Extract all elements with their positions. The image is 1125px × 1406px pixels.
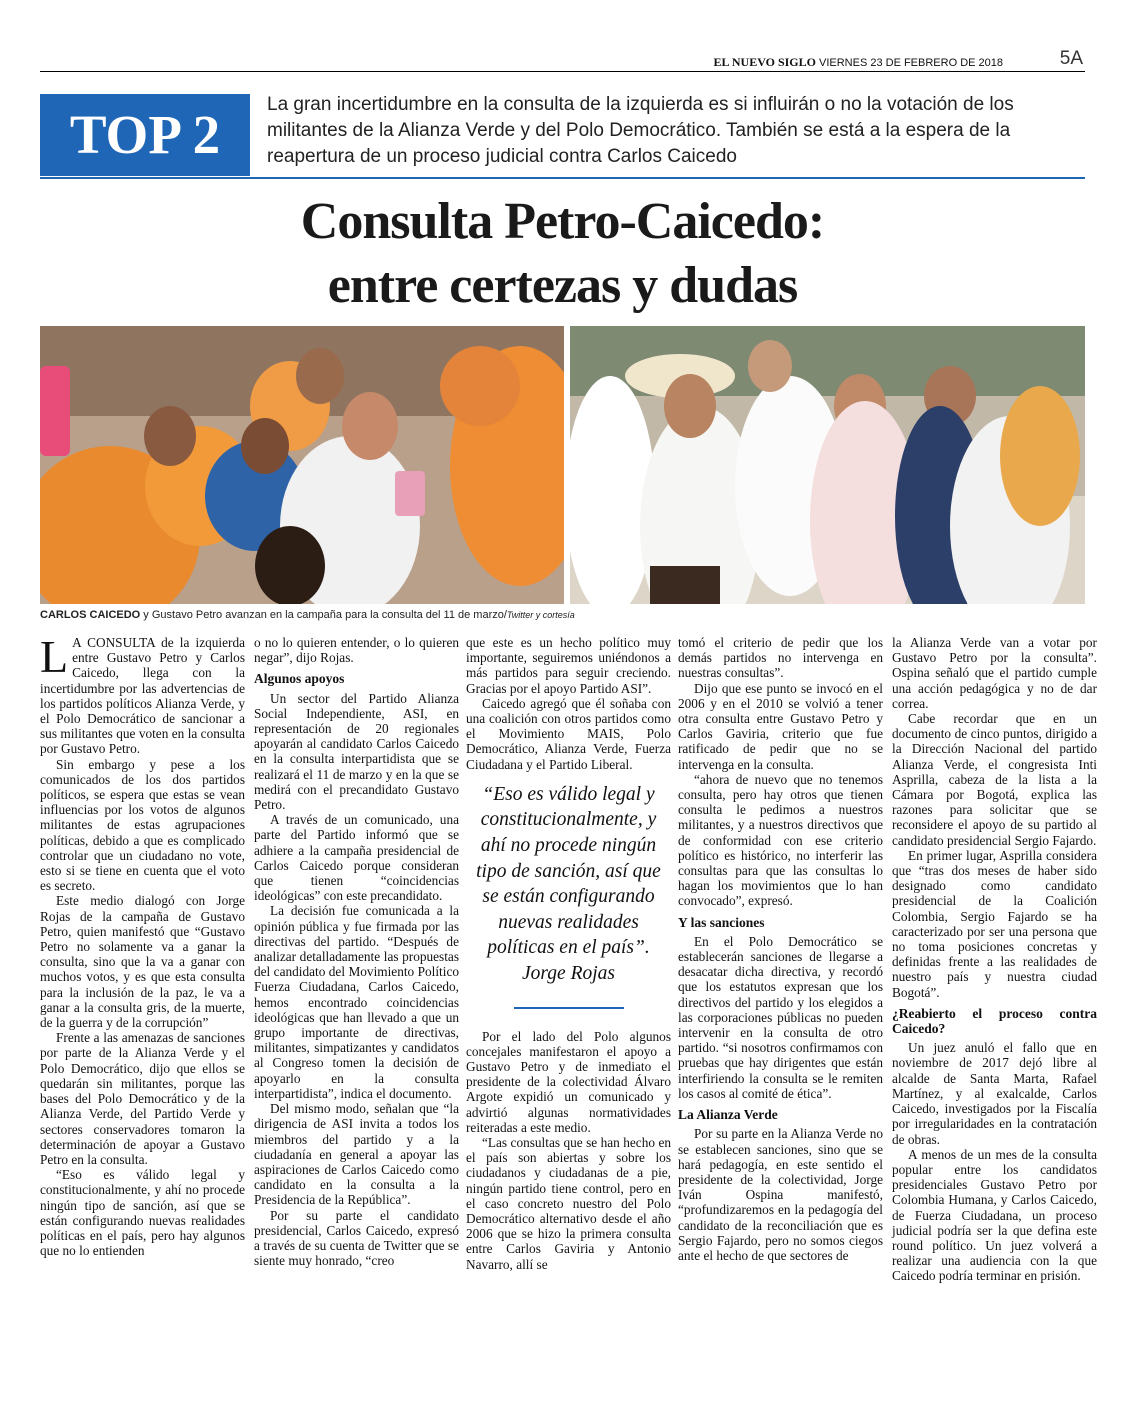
article-column-3	[466, 635, 671, 1272]
kicker-text: La gran incertidumbre en la consulta de la izquierda es si influirán o no la votación de los militantes de la Alianza Verde y del Polo Democrático. También se está a la espera de la reapertura de un proceso judicial contra Carlos Caicedo	[267, 94, 1014, 167]
paragraph: Un sector del Partido Alianza Social Independiente, ASI, en representación de 20 regionales apoyarán al candidato Carlos Caicedo en la consulta interpartidista que se realizará el 11 de marzo y en la que se medirá con el precandidato Gustavo Petro.	[254, 690, 459, 813]
paragraph: Frente a las amenazas de sanciones por parte de la Alianza Verde y el Polo Democrático, dijo que ellos se quedarán sin militantes, porque las bases del Polo Democrático y de la Alianza Verde, del Partido Verde y sectores conservadores tomaron la determinación de apoyar a Gustavo Petro en la consulta.	[40, 1030, 245, 1167]
masthead	[40, 50, 1085, 72]
section-badge: TOP 2	[40, 94, 250, 176]
paragraph: En primer lugar, Asprilla considera que “tras dos meses de haber sido designado como candidato presidencial de la Coalición Colombia, Sergio Fajardo se ha caracterizado por ser una persona que no toma posiciones concretas y definidas frente a las realidades de nuestro país y nuestra ciudad Bogotá”.	[892, 847, 1097, 1000]
caption-text: y Gustavo Petro avanzan en la campaña para la consulta del 11 de marzo/	[143, 609, 507, 621]
article-column-4	[678, 635, 883, 1263]
headline	[40, 190, 1085, 318]
paragraph: A menos de un mes de la consulta popular entre los candidatos presidenciales Gustavo Petro por Colombia Humana, y Carlos Caicedo, de Fuerza Ciudadana, un proceso judicial podría ser la que defina este round político. Un juez volverá a realizar una audiencia con la que Caicedo podría terminar en prisión.	[892, 1146, 1097, 1284]
paragraph: “Las consultas que se han hecho en el país son abiertas y sobre los ciudadanos y ciudadanas de a pie, ningún partido tiene control, pero en el caso concreto nuestro del Polo Democrático alternativo desde el año 2006 que se hizo la primera consulta entre Carlos Gaviria y Antonio Navarro, allí se	[466, 1135, 671, 1272]
paragraph: o no lo quieren entender, o lo quieren negar”, dijo Rojas.	[254, 635, 459, 666]
article-column-1	[40, 631, 245, 1259]
photo-caption	[40, 609, 1085, 621]
subheading: La Alianza Verde	[678, 1107, 778, 1123]
paragraph: Dijo que ese punto se invocó en el 2006 y en el 2010 se volvió a tener otra consulta entre Gustavo Petro y Carlos Gaviria, criterio que fue ratificado de pedir que no se intervenga en la consulta.	[678, 680, 883, 772]
photo-petro-walk	[570, 326, 1085, 604]
subheading: Algunos apoyos	[254, 671, 345, 687]
pull-quote-rule	[514, 1007, 624, 1009]
lead-text: A CONSULTA de la izquierda entre Gustavo Petro y Carlos Caicedo, llega con la incertidumbre por las advertencias de los partidos políticos Alianza Verde, y el Polo Democrático de sancionar a sus militantes que voten en la consulta por Gustavo Petro.	[40, 635, 245, 757]
paragraph: tomó el criterio de pedir que los demás partidos no intervenga en nuestras consultas”.	[678, 635, 883, 681]
drop-cap: L	[40, 631, 69, 682]
section-divider	[40, 177, 1085, 179]
paper-name: EL NUEVO SIGLO	[713, 55, 816, 69]
photo-caicedo-crowd	[40, 326, 564, 604]
subheading: Y las sanciones	[678, 914, 765, 930]
paragraph: Por su parte en la Alianza Verde no se establecen sanciones, sino que se hará pedagogía, en este sentido el presidente de la colectividad, Jorge Iván Ospina manifestó, “profundizaremos en la pedagogía del candidato de la reconciliación que es Sergio Fajardo, pero no somos ciegos ante el hecho de que sectores de	[678, 1126, 883, 1263]
paragraph: Sin embargo y pese a los comunicados de los dos partidos políticos, se espera que estas se vean influencias por los votos de algunos militantes de estas agrupaciones políticas, debido a que es complicado controlar que un ciudadano no vote, esto si se tiene en cuenta que el voto es secreto.	[40, 756, 245, 894]
paragraph: La decisión fue comunicada a la opinión pública y fue firmada por las directivas del partido. “Después de analizar detalladamente las propuestas del candidato del Movimiento Político Fuerza Ciudadana, Carlos Caicedo, hemos encontrado coincidencias ideológicas que han llevado a que un grupo importante de directivas, militantes, simpatizantes y candidatos al Congreso tomen la decisión de apoyarlo en la consulta interpartidista”, indica el documento.	[254, 903, 459, 1101]
pull-quote-author: Jorge Rojas	[522, 962, 615, 984]
pull-quote-text: “Eso es válido legal y constitucionalmente, y ahí no procede ningún tipo de sanción, así que se están configurando nuevas realidades políticas en el país”.	[476, 783, 661, 959]
paragraph: que este es un hecho político muy importante, seguiremos uniéndonos a más partidos para seguir creciendo. Gracias por el apoyo Partido ASI”.	[466, 635, 671, 696]
pull-quote	[470, 782, 667, 987]
page-number: 5A	[1059, 48, 1083, 69]
paragraph: Cabe recordar que en un documento de cinco puntos, dirigido a la Dirección Nacional del partido Alianza Verde, el congresista Inti Asprilla, cabeza de la lista a la Cámara por Bogotá, explica las razones para solicitar que se reconsidere el apoyo de su partido al candidato presidencial Sergio Fajardo.	[892, 711, 1097, 848]
paragraph: “Eso es válido legal y constitucionalmente, y ahí no procede ningún tipo de sanción, así que se están configurando nuevas realidades políticas en el país, pero hay algunos que no lo entienden	[40, 1167, 245, 1259]
paragraph: En el Polo Democrático se establecerán sanciones de llegarse a desacatar dicha directiva, y recordó que los estatutos expresan que los directivos del partido y los elegidos a las corporaciones públicas no pueden intervenir en la consulta de otro partido. “si nosotros confirmamos con pruebas que hay dirigentes que están interfiriendo la consulta se le remiten los casos al comité de ética”.	[678, 933, 883, 1101]
paragraph: Caicedo agregó que él soñaba con una coalición con otros partidos como el Movimiento MAIS, Polo Democrático, Alianza Verde, Fuerza Ciudadana y el Partido Liberal.	[466, 695, 671, 772]
paragraph: A través de un comunicado, una parte del Partido informó que se adhiere a la campaña presidencial de Carlos Caicedo porque consideran que tienen “coincidencias ideológicas” con este precandidato.	[254, 812, 459, 904]
issue-date: VIERNES 23 DE FEBRERO DE 2018	[818, 57, 1003, 69]
paragraph: Por el lado del Polo algunos concejales manifestaron el apoyo a Gustavo Petro y de inmediato el presidente de la colectividad Álvaro Argote expidió un comunicado y advirtió algunas normatividades reiteradas a este medio.	[466, 1028, 671, 1135]
lead-paragraph	[40, 631, 245, 757]
paragraph: la Alianza Verde van a votar por Gustavo Petro por la consulta”. Ospina señaló que el partido cumple una acción pedagógica y no de dar correa.	[892, 635, 1097, 711]
caption-name: CARLOS CAICEDO	[40, 609, 141, 621]
paragraph: Un juez anuló el fallo que en noviembre de 2017 dejó libre al alcalde de Santa Marta, Rafael Martínez, y al exalcalde, Carlos Caicedo, investigados por la Fiscalía por irregularidades en la contratación de obras.	[892, 1040, 1097, 1147]
paragraph: Este medio dialogó con Jorge Rojas de la campaña de Gustavo Petro, quien manifestó que “Gustavo Petro no solamente va a ganar la consulta, sino que la va a ganar con muchos votos, y es que esta consulta para la inclusión de la paz, le va a ganar a la consulta gris, de la muerte, de la guerra y de la corrupción”	[40, 893, 245, 1031]
paragraph: “ahora de nuevo que no tenemos consulta, pero hay otros que tienen consulta le pedimos a nuestros militantes, y a nuestros directivos que de conformidad con ese criterio político es histórico, no interferir las consultas para que las consultas lo hagan los movimientos que lo han convocado”, expresó.	[678, 771, 883, 909]
subheading: ¿Reabierto el proceso contra Caicedo?	[892, 1005, 1097, 1037]
paragraph: Por su parte el candidato presidencial, Carlos Caicedo, expresó a través de su cuenta de Twitter que se siente muy honrado, “creo	[254, 1207, 459, 1269]
article-column-2	[254, 635, 459, 1268]
paragraph: Del mismo modo, señalan que “la dirigencia de ASI invita a todos los miembros del partido y a la ciudadanía en general a apoyar las aspiraciones de Carlos Caicedo como candidato en la consulta a la Presidencia de la República”.	[254, 1101, 459, 1208]
article-column-5	[892, 635, 1097, 1284]
headline-line-2: entre certezas y dudas	[327, 257, 798, 314]
caption-credit: Twitter y cortesía	[506, 610, 575, 620]
masthead-paper	[714, 55, 1003, 70]
headline-line-1: Consulta Petro-Caicedo:	[300, 193, 825, 250]
